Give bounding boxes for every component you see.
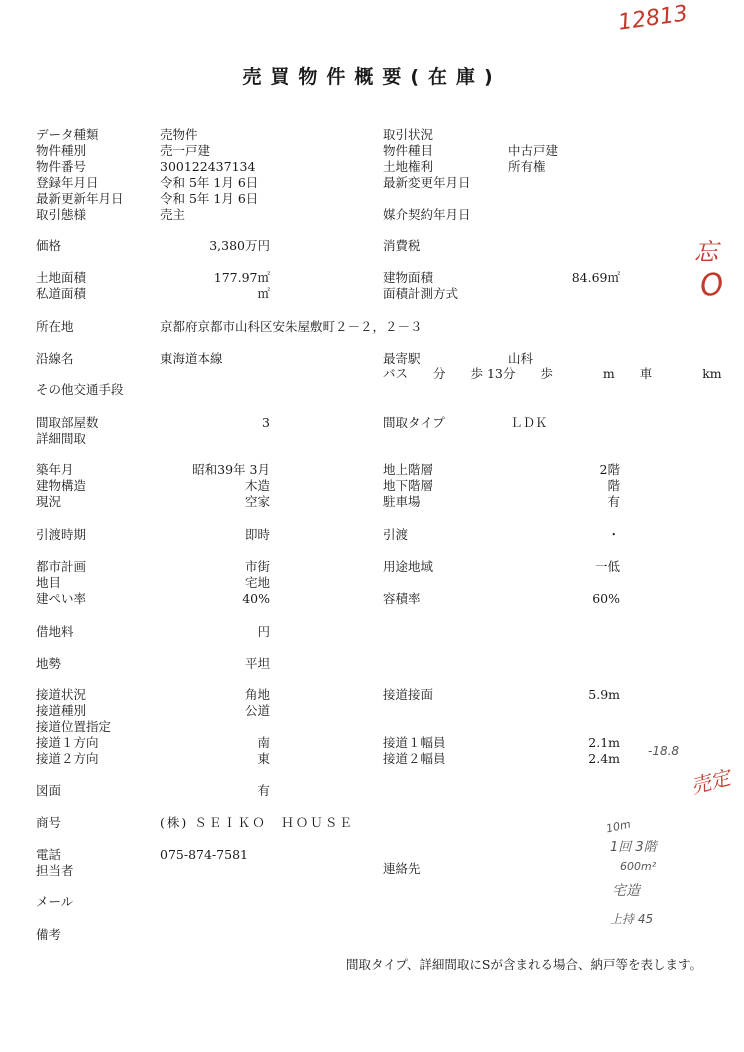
value-terrain: 平坦 [244, 656, 270, 671]
value-land-rent: 円 [257, 624, 270, 639]
label-road-dir-1: 接道１方向 [36, 735, 99, 750]
label-area-method: 面積計測方式 [383, 286, 459, 301]
value-phone: 075-874-7581 [160, 847, 248, 862]
value-road-width-1: 2.1m [588, 735, 620, 750]
label-structure: 建物構造 [36, 478, 87, 493]
label-phone: 電話 [36, 847, 62, 862]
label-land-rights: 土地権利 [383, 159, 434, 174]
label-land-category: 地目 [36, 575, 62, 590]
label-built-date: 築年月 [36, 462, 74, 477]
label-current-status: 現況 [36, 494, 62, 509]
value-structure: 木造 [244, 478, 270, 493]
label-road-type: 接道種別 [36, 703, 87, 718]
label-terrain: 地勢 [36, 656, 62, 671]
label-latest-change-date: 最新変更年月日 [383, 175, 471, 190]
value-land-rights: 所有権 [508, 159, 546, 174]
value-property-class: 売一戸建 [160, 143, 211, 158]
value-drawing: 有 [257, 783, 270, 798]
value-handover-timing: 即時 [244, 527, 270, 542]
label-road-dir-2: 接道２方向 [36, 751, 99, 766]
label-floor-area-ratio: 容積率 [383, 591, 421, 606]
label-private-road-area: 私道面積 [36, 286, 87, 301]
value-line-name: 東海道本線 [160, 351, 223, 366]
value-registered-date: 令和 5年 1月 6日 [160, 175, 259, 190]
label-brokerage-date: 媒介契約年月日 [383, 207, 471, 222]
label-property-number: 物件番号 [36, 159, 87, 174]
handwritten-kanji-2: 売定 [687, 765, 733, 799]
value-nearest-station: 山科 [508, 351, 534, 366]
label-remarks: 備考 [36, 927, 62, 942]
label-road-width-1: 接道１幅員 [383, 735, 446, 750]
footnote: 間取タイプ、詳細間取にSが含まれる場合、納戸等を表します。 [346, 957, 702, 972]
value-road-width-2: 2.4m [588, 751, 620, 766]
value-road-type: 公道 [244, 703, 270, 718]
value-parking: 有 [607, 494, 620, 509]
value-floors-above: 2階 [599, 462, 620, 477]
access-row: バス 分 歩 13分 歩 m 車 km [383, 366, 722, 381]
value-property-number: 300122437134 [160, 159, 256, 174]
value-price: 3,380万円 [209, 238, 270, 253]
label-building-area: 建物面積 [383, 270, 434, 285]
label-land-area: 土地面積 [36, 270, 87, 285]
value-data-type: 売物件 [160, 127, 198, 142]
label-trade-status: 取引状況 [383, 127, 434, 142]
value-building-coverage: 40% [242, 591, 270, 606]
label-floors-above: 地上階層 [383, 462, 434, 477]
value-floor-area-ratio: 60% [592, 591, 620, 606]
value-layout-type: ＬＤＫ [510, 415, 548, 430]
value-latest-update-date: 令和 5年 1月 6日 [160, 191, 259, 206]
label-detailed-layout: 詳細間取 [36, 431, 87, 446]
value-road-frontage: 5.9m [588, 687, 620, 702]
label-land-rent: 借地料 [36, 624, 74, 639]
handwritten-circle-mark: O [697, 266, 727, 305]
label-latest-update-date: 最新更新年月日 [36, 191, 124, 206]
value-road-dir-1: 南 [257, 735, 270, 750]
label-handover: 引渡 [383, 527, 409, 542]
label-data-type: データ種類 [36, 127, 99, 142]
handwritten-doc-number: 12813 [616, 1, 690, 36]
handwritten-note-minus: -18.8 [648, 744, 680, 758]
label-drawing: 図面 [36, 783, 62, 798]
label-trade-mode: 取引態様 [36, 207, 87, 222]
handwritten-kanji-1: 忘 [694, 238, 718, 266]
value-current-status: 空家 [244, 494, 270, 509]
label-other-transport: その他交通手段 [36, 382, 124, 397]
label-price: 価格 [36, 238, 62, 253]
label-handover-timing: 引渡時期 [36, 527, 87, 542]
value-land-area: 177.97㎡ [213, 270, 270, 285]
value-building-area: 84.69㎡ [571, 270, 620, 285]
label-location: 所在地 [36, 319, 74, 334]
label-property-class: 物件種別 [36, 143, 87, 158]
label-email: メール [36, 894, 74, 909]
label-city-planning: 都市計画 [36, 559, 87, 574]
value-property-item: 中古戸建 [508, 143, 559, 158]
value-city-planning: 市街 [244, 559, 270, 574]
label-road-frontage: 接道接面 [383, 687, 434, 702]
handwritten-note-4: 宅造 [612, 883, 640, 899]
value-trade-name: (株) ＳＥＩＫＯ ＨＯＵＳＥ [160, 815, 354, 830]
label-parking: 駐車場 [383, 494, 421, 509]
label-use-zone: 用途地域 [383, 559, 434, 574]
value-rooms: 3 [262, 415, 270, 430]
label-nearest-station: 最寄駅 [383, 351, 421, 366]
value-built-date: 昭和39年 3月 [192, 462, 270, 477]
handwritten-note-5: 上持 45 [610, 912, 654, 926]
label-registered-date: 登録年月日 [36, 175, 99, 190]
value-floors-below: 階 [607, 478, 620, 493]
label-person-in-charge: 担当者 [36, 863, 74, 878]
value-private-road-area: ㎡ [257, 286, 270, 301]
value-use-zone: 一低 [594, 559, 620, 574]
label-building-coverage: 建ぺい率 [36, 591, 87, 606]
handwritten-note-3: 600m² [620, 860, 657, 873]
value-trade-mode: 売主 [160, 207, 186, 222]
label-road-width-2: 接道２幅員 [383, 751, 446, 766]
label-floors-below: 地下階層 [383, 478, 434, 493]
value-road-dir-2: 東 [257, 751, 270, 766]
label-rooms: 間取部屋数 [36, 415, 99, 430]
value-land-category: 宅地 [244, 575, 270, 590]
label-road-position: 接道位置指定 [36, 719, 112, 734]
label-contact: 連絡先 [383, 861, 421, 876]
handwritten-note-1: 10m [604, 817, 632, 836]
value-road-status: 角地 [244, 687, 270, 702]
label-road-status: 接道状況 [36, 687, 87, 702]
label-property-item: 物件種目 [383, 143, 434, 158]
label-trade-name: 商号 [36, 815, 62, 830]
value-location: 京都府京都市山科区安朱屋敷町２－２，２－３ [160, 319, 423, 334]
value-handover: ・ [607, 527, 620, 542]
label-line-name: 沿線名 [36, 351, 74, 366]
label-layout-type: 間取タイプ [383, 415, 445, 430]
label-consumption-tax: 消費税 [383, 238, 421, 253]
page-title: 売買物件概要(在庫) [242, 66, 502, 88]
handwritten-note-2: 1回 3階 [610, 840, 657, 855]
